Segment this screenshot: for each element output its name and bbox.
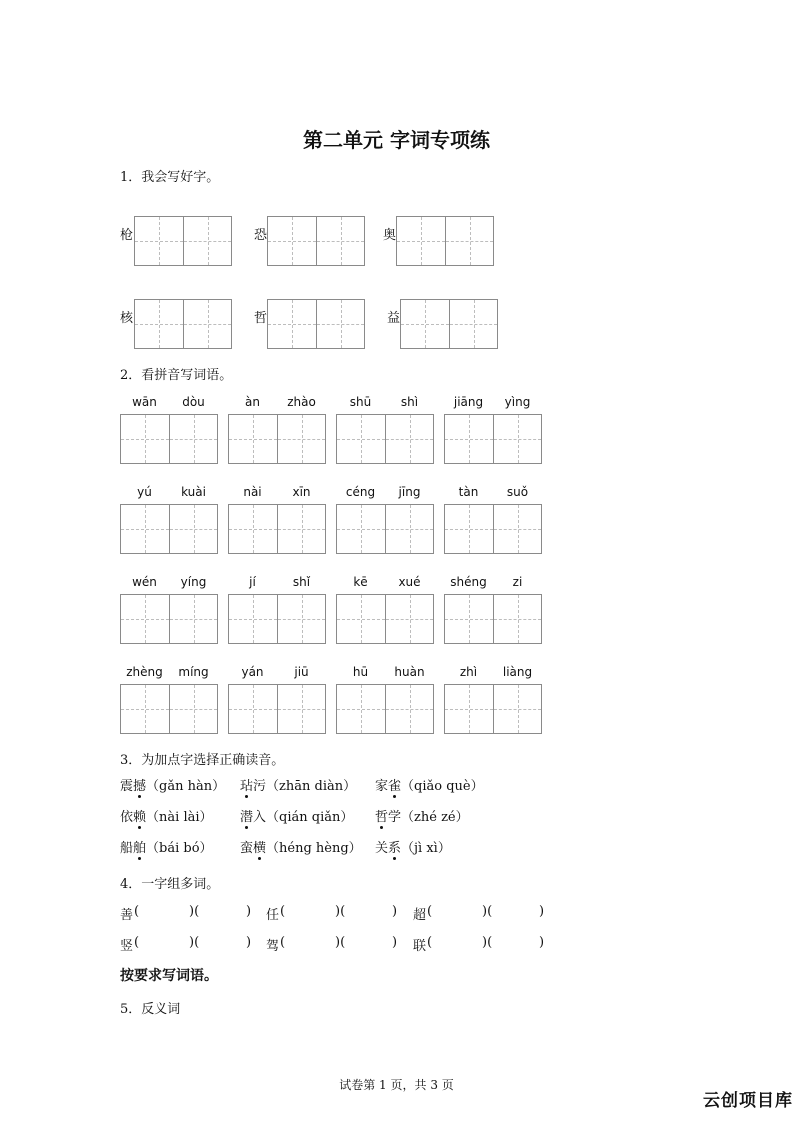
grid-cell[interactable] [121,415,169,463]
prompt-char: 任 [266,908,280,923]
pronunciation-item [120,837,213,856]
pinyin-label: céng [345,485,376,499]
word-grid[interactable] [444,594,542,644]
pinyin-label: tàn [458,485,479,499]
grid-cell[interactable] [169,595,217,643]
model-char: 奥 [383,228,397,243]
pinyin-label: jiū [294,665,309,679]
pronunciation-item [240,837,362,856]
q2-heading: 2．看拼音写词语。 [120,368,233,383]
q3-heading: 3．为加点字选择正确读音。 [120,753,285,768]
q5-heading: 5．反义词 [120,1002,181,1017]
pinyin-label: shū [349,395,372,409]
bracket-open: ( [427,904,433,919]
grid-cell[interactable] [493,685,541,733]
dotted-char: 玷 [240,775,253,794]
pinyin-label: liàng [502,665,533,679]
word-grid[interactable] [336,414,434,464]
watermark-logo: 云创项目库 [703,1091,793,1111]
pronunciation-item [240,775,356,794]
bracket-open: ( [134,935,140,950]
dotted-char: 雀 [388,775,401,794]
pinyin-label: wān [132,395,157,409]
grid-cell[interactable] [385,505,433,553]
section-heading: 按要求写词语。 [120,968,218,984]
pinyin-label: míng [178,665,209,679]
word-grid[interactable] [120,414,218,464]
q1-heading: 1．我会写好字。 [120,170,220,185]
bracket-close: ) [392,935,398,950]
prompt-char: 竖 [120,939,134,954]
grid-cell[interactable] [229,595,277,643]
word-grid[interactable] [336,594,434,644]
bracket-mid[interactable]: )( [189,935,200,950]
grid-cell[interactable] [229,415,277,463]
dotted-char: 舶 [133,837,146,856]
pinyin-options: （gǎn hàn） [146,779,226,794]
grid-cell[interactable] [229,685,277,733]
writing-grid[interactable] [134,216,232,266]
word-grid[interactable] [444,684,542,734]
grid-cell[interactable] [445,415,493,463]
pinyin-label: jīng [398,485,421,499]
pinyin-options: （nài lài） [146,810,213,825]
grid-cell[interactable] [385,685,433,733]
grid-cell[interactable] [121,505,169,553]
word-char: 学 [388,810,402,825]
grid-cell[interactable] [316,217,364,265]
grid-cell[interactable] [316,300,364,348]
bracket-mid[interactable]: )( [189,904,200,919]
pronunciation-item [120,775,225,794]
grid-cell[interactable] [493,505,541,553]
pinyin-label: dòu [182,395,205,409]
grid-cell[interactable] [121,595,169,643]
page-footer: 试卷第 1 页，共 3 页 [339,1078,454,1092]
grid-cell[interactable] [401,300,449,348]
pinyin-label: zhì [459,665,478,679]
grid-cell[interactable] [337,505,385,553]
grid-cell[interactable] [229,505,277,553]
model-char: 恐 [254,228,268,243]
bracket-mid[interactable]: )( [482,904,493,919]
prompt-char: 联 [413,939,427,954]
word-grid[interactable] [228,594,326,644]
prompt-char: 善 [120,908,134,923]
pinyin-options: （jì xì） [401,841,451,856]
grid-cell[interactable] [449,300,497,348]
dotted-char: 潜 [240,806,253,825]
word-grid[interactable] [228,684,326,734]
writing-grid[interactable] [267,216,365,266]
pronunciation-item [120,806,213,825]
dotted-char: 撼 [133,775,146,794]
word-grid[interactable] [120,684,218,734]
grid-cell[interactable] [169,505,217,553]
writing-grid[interactable] [396,216,494,266]
pinyin-label: kē [353,575,368,589]
grid-cell[interactable] [135,217,183,265]
grid-cell[interactable] [121,685,169,733]
word-grid[interactable] [228,414,326,464]
pinyin-label: yán [241,665,264,679]
grid-cell[interactable] [445,685,493,733]
dotted-char: 哲 [375,806,388,825]
pinyin-options: （qián qiǎn） [266,810,354,825]
prompt-char: 超 [413,908,427,923]
pinyin-label: suǒ [506,485,529,499]
word-char: 依 [120,810,134,825]
grid-cell[interactable] [268,217,316,265]
bracket-open: ( [280,904,286,919]
grid-cell[interactable] [135,300,183,348]
word-char: 入 [253,810,267,825]
grid-cell[interactable] [445,505,493,553]
grid-cell[interactable] [277,505,325,553]
word-char: 船 [120,841,134,856]
bracket-close: ) [246,904,252,919]
word-grid[interactable] [336,684,434,734]
grid-cell[interactable] [183,217,231,265]
bracket-mid[interactable]: )( [335,935,346,950]
pronunciation-item [240,806,353,825]
word-grid[interactable] [336,504,434,554]
dotted-char: 赖 [133,806,146,825]
grid-cell[interactable] [169,685,217,733]
bracket-close: ) [539,935,545,950]
pinyin-label: zhèng [126,665,163,679]
word-char: 蛮 [240,841,254,856]
word-char: 震 [120,779,134,794]
q4-heading: 4．一字组多词。 [120,877,220,892]
pinyin-options: （héng hèng） [266,841,362,856]
pinyin-label: yìng [504,395,531,409]
grid-cell[interactable] [445,595,493,643]
pinyin-options: （qiǎo què） [401,779,484,794]
grid-cell[interactable] [277,595,325,643]
pinyin-label: yú [137,485,152,499]
grid-cell[interactable] [337,685,385,733]
bracket-mid[interactable]: )( [335,904,346,919]
bracket-open: ( [134,904,140,919]
word-grid[interactable] [120,594,218,644]
pinyin-label: wén [132,575,157,589]
pinyin-label: xīn [292,485,311,499]
pinyin-label: jí [249,575,256,589]
model-char: 核 [120,311,134,326]
word-grid[interactable] [228,504,326,554]
pronunciation-item [375,837,451,856]
word-grid[interactable] [120,504,218,554]
dotted-char: 横 [253,837,266,856]
word-char: 污 [253,779,267,794]
pinyin-label: xué [398,575,421,589]
grid-cell[interactable] [493,595,541,643]
grid-cell[interactable] [493,415,541,463]
pinyin-label: huàn [394,665,425,679]
pinyin-label: shéng [450,575,487,589]
word-char: 关 [375,841,389,856]
grid-cell[interactable] [183,300,231,348]
bracket-close: ) [392,904,398,919]
grid-cell[interactable] [385,415,433,463]
bracket-close: ) [539,904,545,919]
model-char: 枪 [120,228,134,243]
pinyin-label: jiāng [453,395,484,409]
pinyin-label: zhào [287,395,316,409]
pinyin-label: shǐ [292,575,311,589]
writing-grid[interactable] [134,299,232,349]
model-char: 益 [387,311,401,326]
pinyin-label: hū [352,665,369,679]
grid-cell[interactable] [277,415,325,463]
pinyin-label: yíng [180,575,207,589]
pinyin-label: àn [245,395,260,409]
grid-cell[interactable] [268,300,316,348]
writing-grid[interactable] [400,299,498,349]
bracket-open: ( [427,935,433,950]
pronunciation-item [375,775,484,794]
grid-cell[interactable] [337,595,385,643]
grid-cell[interactable] [337,415,385,463]
model-char: 哲 [254,311,268,326]
pinyin-label: zi [512,575,523,589]
dotted-char: 系 [388,837,401,856]
pinyin-label: kuài [181,485,206,499]
grid-cell[interactable] [385,595,433,643]
word-grid[interactable] [444,414,542,464]
pinyin-options: （zhān diàn） [266,779,357,794]
grid-cell[interactable] [445,217,493,265]
bracket-close: ) [246,935,252,950]
prompt-char: 驾 [266,939,280,954]
bracket-mid[interactable]: )( [482,935,493,950]
writing-grid[interactable] [267,299,365,349]
pronunciation-item [375,806,469,825]
pinyin-options: （zhé zé） [401,810,469,825]
page-title: 第二单元 字词专项练 [303,128,490,152]
word-char: 家 [375,779,389,794]
grid-cell[interactable] [169,415,217,463]
grid-cell[interactable] [277,685,325,733]
word-grid[interactable] [444,504,542,554]
pinyin-label: nài [243,485,262,499]
bracket-open: ( [280,935,286,950]
pinyin-label: shì [400,395,419,409]
grid-cell[interactable] [397,217,445,265]
pinyin-options: （bái bó） [146,841,213,856]
